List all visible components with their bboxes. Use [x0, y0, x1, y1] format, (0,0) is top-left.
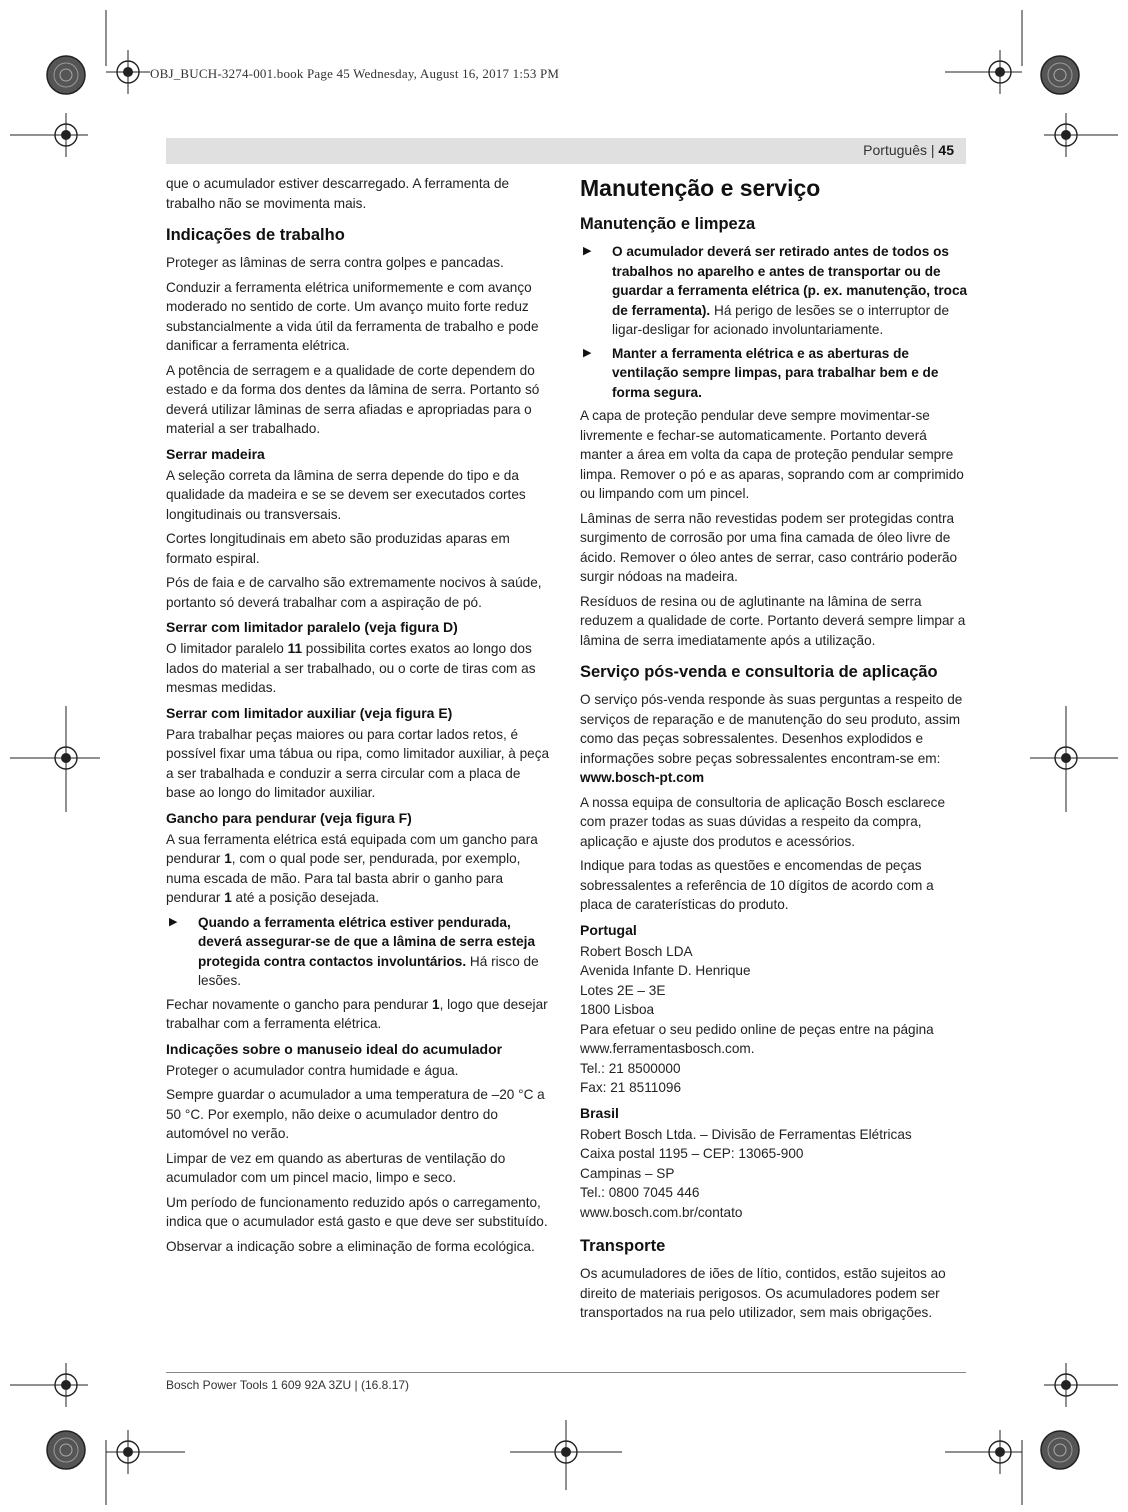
left-column	[166, 174, 551, 1261]
address-portugal	[580, 942, 968, 1098]
address-line: Lotes 2E – 3E	[580, 982, 666, 998]
rosette-mark-top-right	[1041, 56, 1079, 94]
website-link[interactable]: www.ferramentasbosch.com.	[580, 1041, 755, 1056]
paragraph-selecao: A seleção correta da lâmina de serra depende do tipo e da qualidade da madeira e se se devem ser executados cortes longitudinais ou transversais.	[166, 467, 526, 522]
address-line: Avenida Infante D. Henrique	[580, 963, 751, 978]
address-line: 1800 Lisboa	[580, 1002, 655, 1017]
heading-gancho: Gancho para pendurar (veja figura F)	[166, 809, 412, 826]
paragraph-servico: O serviço pós-venda responde às suas perguntas a respeito de serviços de reparação e de manutenção do seu produto, assim como das peças sobressalentes. Desenhos explodidos e informações sobre peças sobressalentes encontram-se em:	[580, 692, 963, 766]
paragraph-observar: Observar a indicação sobre a eliminação de forma ecológica.	[166, 1238, 535, 1254]
heading-brasil: Brasil	[580, 1104, 619, 1121]
address-line: Para efetuar o seu pedido online de peças entre na página	[580, 1021, 934, 1037]
paragraph-transporte: Os acumuladores de iões de lítio, contidos, estão sujeitos ao direito de materiais perigosos. Os acumuladores podem ser transportados na rua pelo utilizador, sem mais obrigações.	[580, 1266, 946, 1320]
rosette-mark-bottom-left	[47, 1431, 85, 1469]
bullet-arrow-icon: ▶	[583, 346, 592, 359]
paragraph-limpar: Limpar de vez em quando as aberturas de ventilação do acumulador com um pincel macio, limpo e seco.	[166, 1150, 506, 1185]
bullet-arrow-icon: ▶	[169, 915, 178, 928]
paragraph-gancho: A sua ferramenta elétrica está equipada com um gancho para pendurar 1, com o qual pode ser, pendurada, por exemplo, numa escada de mão. Para tal basta abrir o ganho para pendurar 1 até a posição desejada.	[166, 831, 538, 905]
header-separator: |	[927, 142, 939, 158]
paragraph-residuos: Resíduos de resina ou de aglutinante na lâmina de serra reduzem a qualidade de corte. Portanto deverá sempre limpar a lâmina de serra imediatamente após a utilização.	[580, 593, 966, 648]
rosette-mark-top-left	[47, 56, 85, 94]
header-language: Português	[863, 142, 927, 158]
warning-bullet-acumulador: ▶ O acumulador deverá ser retirado antes de todos os trabalhos no aparelho e antes de transportar ou de guardar a ferramenta elétrica (p. ex. manutenção, troca de ferramenta). Há perigo de lesões se o interruptor de ligar-desligar for acionado involuntariamente.	[583, 244, 968, 337]
paragraph-proteger: Proteger as lâminas de serra contra golpes e pancadas.	[166, 255, 504, 270]
paragraph-temperatura: Sempre guardar o acumulador a uma temperatura de –20 °C a 50 °C. Por exemplo, não deixe o acumulador dentro do automóvel no verão.	[166, 1087, 545, 1141]
address-line: Robert Bosch LDA	[580, 943, 693, 959]
paragraph-fechar: Fechar novamente o gancho para pendurar 1, logo que desejar trabalhar com a ferramenta elétrica.	[166, 996, 548, 1031]
heading-transporte: Transporte	[580, 1237, 666, 1255]
paragraph-equipa: A nossa equipa de consultoria de aplicação Bosch esclarece com prazer todas as suas dúvidas a respeito da compra, aplicação e ajuste dos produtos e acessórios.	[580, 794, 945, 849]
heading-limitador-auxiliar: Serrar com limitador auxiliar (veja figura E)	[166, 704, 453, 721]
print-slug: OBJ_BUCH-3274-001.book Page 45 Wednesday, August 16, 2017 1:53 PM	[150, 66, 560, 81]
paragraph-limitador-auxiliar: Para trabalhar peças maiores ou para cortar lados retos, é possível fixar uma tábua ou ripa, como limitador auxiliar, à peça a ser trabalhada e conduzir a serra circular com a placa de base ao longo do limitador auxiliar.	[166, 726, 550, 800]
address-brasil	[580, 1125, 968, 1223]
phone-line: Tel.: 0800 7045 446	[580, 1185, 700, 1200]
bullet-arrow-icon: ▶	[583, 245, 592, 257]
paragraph-conduzir: Conduzir a ferramenta elétrica uniformemente e com avanço moderado no sentido de corte. Um avanço muito forte reduz substancialmente a vida útil da ferramenta de trabalho e pode danificar a ferramenta elétrica.	[166, 279, 539, 353]
heading-indicacoes-trabalho: Indicações de trabalho	[166, 226, 345, 244]
paragraph-pos: Pós de faia e de carvalho são extremamente nocivos à saúde, portanto só deverá trabalhar com a aspiração de pó.	[166, 575, 542, 610]
heading-limitador-paralelo: Serrar com limitador paralelo (veja figura D)	[166, 619, 458, 635]
page-number: 45	[938, 142, 954, 158]
address-line: Robert Bosch Ltda. – Divisão de Ferramentas Elétricas	[580, 1126, 912, 1142]
heading-portugal: Portugal	[580, 921, 637, 938]
paragraph-periodo: Um período de funcionamento reduzido após o carregamento, indica que o acumulador está gasto e que deve ser substituído.	[166, 1194, 548, 1229]
heading-manuseio-acumulador: Indicações sobre o manuseio ideal do acumulador	[166, 1040, 503, 1057]
page-header	[166, 138, 966, 164]
paragraph-cortes: Cortes longitudinais em abeto são produzidas aparas em formato espiral.	[166, 531, 510, 566]
paragraph-potencia: A potência de serragem e a qualidade de corte dependem do estado e da forma dos dentes da lâmina de serra. Portanto só deverá utilizar lâminas de serra afiadas e apropriadas para o material a ser trabalhado.	[166, 362, 540, 436]
paragraph-intro: que o acumulador estiver descarregado. A ferramenta de trabalho não se movimenta mais.	[166, 176, 510, 211]
rosette-mark-bottom-right	[1041, 1431, 1079, 1469]
page-header-label	[863, 142, 954, 158]
paragraph-laminas: Lâminas de serra não revestidas podem ser protegidas contra surgimento de corrosão por uma fina camada de óleo livre de ácido. Remover o óleo antes de serrar, caso contrário poderão surgir nódoas na madeira.	[580, 510, 958, 584]
heading-manutencao-limpeza: Manutenção e limpeza	[580, 215, 756, 233]
bosch-url-link[interactable]: www.bosch-pt.com	[580, 770, 705, 785]
footer-divider	[166, 1372, 966, 1373]
paragraph-humidade: Proteger o acumulador contra humidade e água.	[166, 1062, 459, 1078]
address-line: Campinas – SP	[580, 1165, 675, 1181]
paragraph-capa: A capa de proteção pendular deve sempre movimentar-se livremente e fechar-se automaticamente. Portanto deverá manter a área em volta da capa de proteção pendular sempre limpa. Remover o pó e as aparas, soprando com ar comprimido ou limpando com um pincel.	[580, 408, 964, 501]
fax-line: Fax: 21 8511096	[580, 1080, 682, 1095]
right-column	[580, 174, 968, 1328]
website-link[interactable]: www.bosch.com.br/contato	[580, 1204, 743, 1220]
warning-bullet-limpas: ▶ Manter a ferramenta elétrica e as aberturas de ventilação sempre limpas, para trabalhar bem e de forma segura.	[583, 345, 939, 400]
paragraph-limitador-paralelo: O limitador paralelo 11 possibilita cortes exatos ao longo dos lados do material a ser trabalhado, ou o corte de tiras com as mesmas medidas.	[166, 641, 536, 695]
heading-servico-pos-venda: Serviço pós-venda e consultoria de aplicação	[580, 663, 938, 681]
address-line: Caixa postal 1195 – CEP: 13065-900	[580, 1146, 804, 1161]
paragraph-indique: Indique para todas as questões e encomendas de peças sobressalentes a referência de 10 dígitos de acordo com a placa de caraterísticas do produto.	[580, 858, 934, 912]
heading-serrar-madeira: Serrar madeira	[166, 445, 265, 462]
page-footer: Bosch Power Tools 1 609 92A 3ZU | (16.8.17)	[166, 1378, 410, 1392]
warning-bullet-pendurada: ▶ Quando a ferramenta elétrica estiver pendurada, deverá assegurar-se de que a lâmina de serra esteja protegida contra contactos involuntários. Há risco de lesões.	[169, 914, 539, 988]
heading-manutencao-servico: Manutenção e serviço	[580, 175, 821, 201]
phone-line: Tel.: 21 8500000	[580, 1060, 681, 1076]
